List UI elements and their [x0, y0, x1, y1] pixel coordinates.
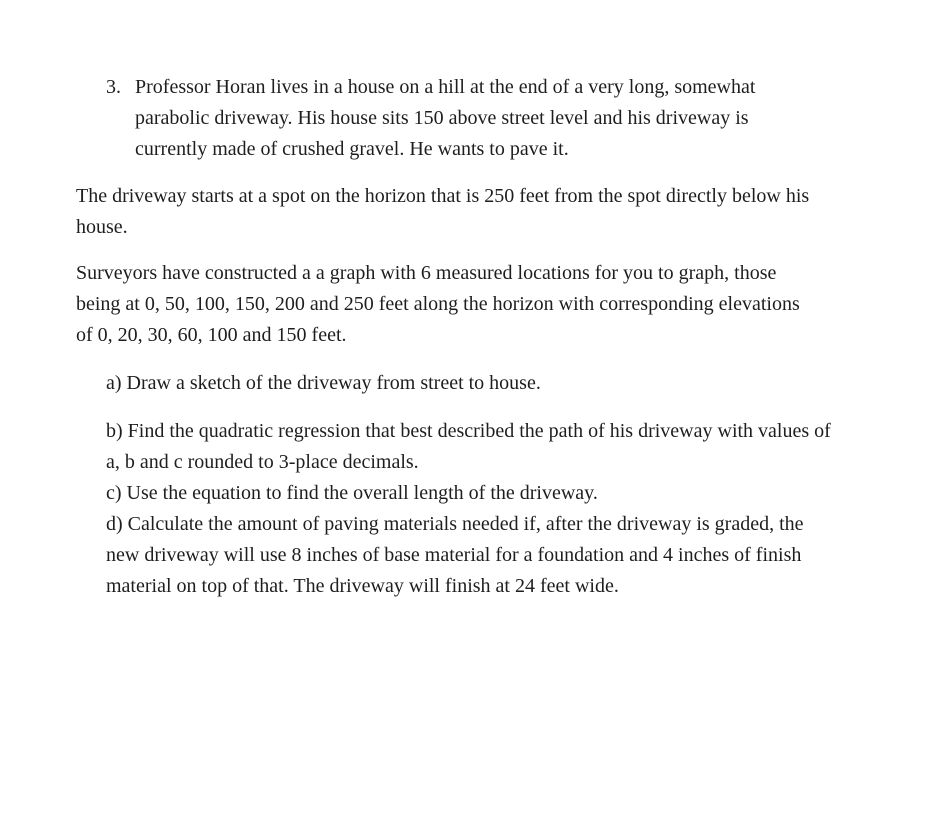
problem-number: 3. — [106, 76, 121, 98]
problem-statement: Professor Horan lives in a house on a hill at the end of a very long, somewhat parabolic driveway. His house sits 150 above street level and his driveway is currently made of crushed gravel. He wants to pave it. — [135, 76, 756, 160]
part-d: d) Calculate the amount of paving materials needed if, after the driveway is graded, the new driveway will use 8 inches of base material for a foundation and 4 inches of finish material on top of that. The driveway will finish at 24 feet wide. — [106, 513, 804, 597]
part-b: b) Find the quadratic regression that best described the path of his driveway with values of a, b and c rounded to 3-place decimals. — [106, 420, 831, 473]
paragraph-surveyors: Surveyors have constructed a a graph with 6 measured locations for you to graph, those being at 0, 50, 100, 150, 200 and 250 feet along the horizon with corresponding elevations of 0, 20, 30, 60, 100 and 150 feet. — [76, 262, 800, 346]
part-c: c) Use the equation to find the overall length of the driveway. — [106, 482, 598, 504]
problem-3 — [106, 72, 866, 165]
part-a: a) Draw a sketch of the driveway from street to house. — [106, 372, 541, 394]
paragraph-driveway-start: The driveway starts at a spot on the horizon that is 250 feet from the spot directly below his house. — [76, 185, 810, 238]
